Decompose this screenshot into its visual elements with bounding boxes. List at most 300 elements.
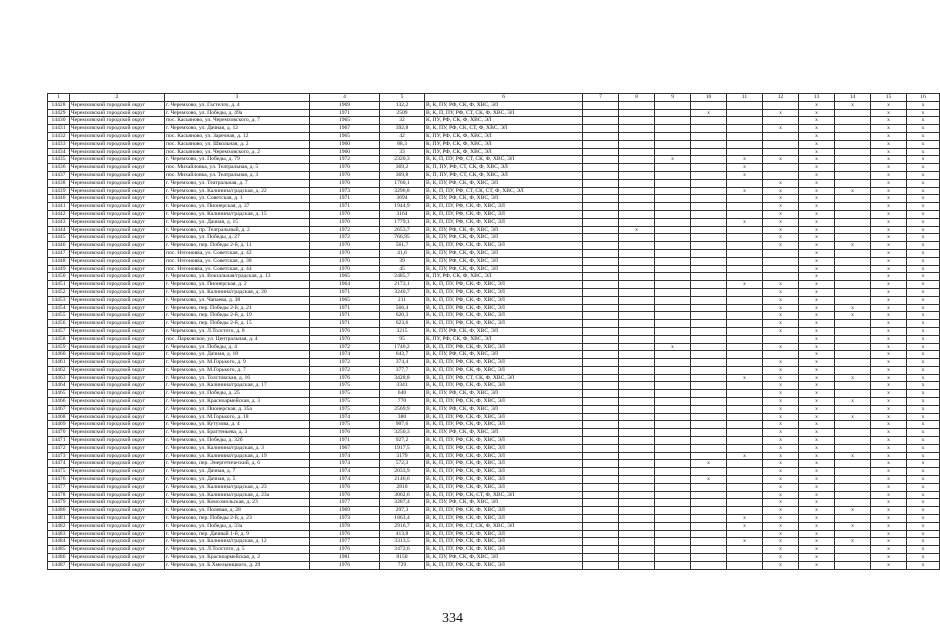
elements-cell: В, К, П, ПУ, РФ, СК, Ф, ХВС, ЭЛ [425, 398, 583, 406]
address-cell: пос. Парковское, ул. Центральная, д. 4 [165, 335, 310, 343]
mark-cell [619, 242, 655, 250]
mark-cell [691, 218, 727, 226]
mark-cell [835, 140, 871, 148]
year-cell: 1967 [310, 444, 380, 452]
mark-cell: х [907, 288, 940, 296]
row-id-cell: 14439 [48, 187, 70, 195]
mark-cell: х [799, 546, 835, 554]
district-cell: Черемховский городской округ [70, 343, 165, 351]
area-cell: 566,4 [380, 304, 425, 312]
mark-cell: х [871, 257, 907, 265]
elements-cell: В, К, П, ПУ, РФ, СТ, СК, Ф, ХВС, ЭЛ [425, 156, 583, 164]
area-cell: 623,6 [380, 320, 425, 328]
mark-cell: х [871, 156, 907, 164]
district-cell: Черемховский городской округ [70, 530, 165, 538]
mark-cell [655, 296, 691, 304]
mark-cell: х [871, 366, 907, 374]
mark-cell: х [907, 312, 940, 320]
mark-cell [727, 476, 763, 484]
mark-cell: х [799, 156, 835, 164]
table-row [48, 437, 940, 445]
elements-cell: В, К, П, ПУ, РФ, СК, Ф, ХВС, ЭЛ [425, 507, 583, 515]
mark-cell [583, 187, 619, 195]
mark-cell [835, 561, 871, 569]
table-row [48, 312, 940, 320]
mark-cell [691, 343, 727, 351]
mark-cell [583, 265, 619, 273]
address-cell: г. Черемхово, пер. Победы 2-й, д. 21 [165, 304, 310, 312]
mark-cell [835, 109, 871, 117]
mark-cell [763, 171, 799, 179]
address-cell: г. Черемхово, ул. Комсомольская, д. 23 [165, 499, 310, 507]
district-cell: Черемховский городской округ [70, 288, 165, 296]
mark-cell [835, 273, 871, 281]
row-id-cell: 14434 [48, 148, 70, 156]
elements-cell: В, К, П, ПУ, РФ, СК, Ф, ХВС, ЭЛ [425, 561, 583, 569]
mark-cell [619, 429, 655, 437]
mark-cell: х [907, 320, 940, 328]
mark-cell [763, 140, 799, 148]
area-cell: 3179 [380, 452, 425, 460]
district-cell: Черемховский городской округ [70, 327, 165, 335]
mark-cell [583, 452, 619, 460]
district-cell: Черемховский городской округ [70, 382, 165, 390]
mark-cell: х [799, 343, 835, 351]
mark-cell [583, 203, 619, 211]
mark-cell: х [763, 421, 799, 429]
row-id-cell: 14477 [48, 483, 70, 491]
table-row [48, 148, 940, 156]
mark-cell [619, 148, 655, 156]
mark-cell [655, 499, 691, 507]
address-cell: г. Черемхово, ул. Чапаева, д. 38 [165, 296, 310, 304]
mark-cell [835, 554, 871, 562]
mark-cell [619, 101, 655, 109]
mark-cell [727, 507, 763, 515]
district-cell: Черемховский городской округ [70, 390, 165, 398]
address-cell: г. Черемхово, ул. Победы, д. 27 [165, 234, 310, 242]
mark-cell: х [727, 218, 763, 226]
district-cell: Черемховский городской округ [70, 257, 165, 265]
mark-cell [619, 382, 655, 390]
mark-cell: х [691, 109, 727, 117]
row-id-cell: 14470 [48, 429, 70, 437]
mark-cell [619, 265, 655, 273]
mark-cell [727, 257, 763, 265]
mark-cell: х [871, 249, 907, 257]
mark-cell [619, 125, 655, 133]
mark-cell [691, 156, 727, 164]
elements-cell: В, К, ПУ, РФ, СК, Ф, ХВС, ЭЛ [425, 265, 583, 273]
mark-cell: х [871, 281, 907, 289]
mark-cell [727, 561, 763, 569]
elements-cell: В, К, П, ПУ, РФ, СК, Ф, ХВС, ЭЛ [425, 460, 583, 468]
row-id-cell: 14466 [48, 398, 70, 406]
mark-cell [691, 210, 727, 218]
address-cell: пос. Нэтоновка, ул. Советская, д. 38 [165, 257, 310, 265]
mark-cell: х [799, 265, 835, 273]
mark-cell: х [871, 452, 907, 460]
mark-cell [619, 366, 655, 374]
area-cell: 3215 [380, 327, 425, 335]
table-row [48, 210, 940, 218]
mark-cell: х [907, 296, 940, 304]
year-cell: 1974 [310, 460, 380, 468]
district-cell: Черемховский городской округ [70, 187, 165, 195]
mark-cell: х [835, 507, 871, 515]
mark-cell [655, 359, 691, 367]
mark-cell [655, 148, 691, 156]
elements-cell: В, К, ПУ, РФ, СК, Ф, ХВС, ЭЛ [425, 554, 583, 562]
year-cell: 1974 [310, 351, 380, 359]
row-id-cell: 14457 [48, 327, 70, 335]
mark-cell [583, 132, 619, 140]
mark-cell [619, 281, 655, 289]
mark-cell [691, 359, 727, 367]
district-cell: Черемховский городской округ [70, 249, 165, 257]
mark-cell: х [871, 226, 907, 234]
mark-cell: х [835, 522, 871, 530]
area-cell: 1760,1 [380, 179, 425, 187]
mark-cell [655, 312, 691, 320]
mark-cell [727, 366, 763, 374]
mark-cell: х [907, 343, 940, 351]
table-row [48, 421, 940, 429]
mark-cell: х [907, 195, 940, 203]
mark-cell [655, 273, 691, 281]
elements-cell: В, К, ПУ, РФ, СК, Ф, ХВС, ЭЛ [425, 390, 583, 398]
mark-cell [583, 343, 619, 351]
mark-cell: х [835, 304, 871, 312]
mark-cell: х [871, 421, 907, 429]
district-cell: Черемховский городской округ [70, 351, 165, 359]
mark-cell [655, 460, 691, 468]
elements-cell: В, К, ПУ, РФ, СК, Ф, ХВС, ЭЛ [425, 257, 583, 265]
mark-cell: х [799, 101, 835, 109]
mark-cell [835, 234, 871, 242]
mark-cell: х [799, 288, 835, 296]
address-cell: г. Черемхово, ул. Л.Толстого, д. 8 [165, 327, 310, 335]
mark-cell: х [799, 460, 835, 468]
mark-cell: х [907, 148, 940, 156]
mark-cell [727, 444, 763, 452]
mark-cell [691, 366, 727, 374]
mark-cell: х [799, 554, 835, 562]
mark-cell [655, 218, 691, 226]
mark-cell [691, 561, 727, 569]
mark-cell: х [871, 109, 907, 117]
area-cell: 32 [380, 117, 425, 125]
elements-cell: В, К, ПУ, РФ, СК, Ф, ХВС, ЭЛ [425, 499, 583, 507]
mark-cell [619, 554, 655, 562]
mark-cell [583, 476, 619, 484]
mark-cell: х [763, 203, 799, 211]
address-cell: г. Черемхово, ул. Калинина/градская, д. 17 [165, 382, 310, 390]
mark-cell [835, 515, 871, 523]
mark-cell: х [763, 413, 799, 421]
mark-cell [583, 413, 619, 421]
elements-cell: В, К, П, ПУ, РФ, СК, Ф, ХВС, ЭЛ [425, 444, 583, 452]
mark-cell [835, 382, 871, 390]
mark-cell [727, 312, 763, 320]
mark-cell [619, 530, 655, 538]
table-row [48, 554, 940, 562]
mark-cell [583, 288, 619, 296]
mark-cell: х [871, 164, 907, 172]
address-cell: пос. Касьяново, ул. Школьная, д. 2 [165, 140, 310, 148]
area-cell: 3296,8 [380, 187, 425, 195]
table-row [48, 249, 940, 257]
elements-cell: В, К, ПУ, РФ, СК, Ф, ХВС, ЭЛ [425, 429, 583, 437]
mark-cell [727, 101, 763, 109]
mark-cell [583, 554, 619, 562]
year-cell: 1967 [310, 125, 380, 133]
mark-cell: х [871, 234, 907, 242]
mark-cell [619, 249, 655, 257]
year-cell: 1975 [310, 421, 380, 429]
table-row [48, 460, 940, 468]
area-cell: 729 [380, 561, 425, 569]
row-id-cell: 14485 [48, 546, 70, 554]
mark-cell [583, 281, 619, 289]
address-cell: г. Черемхово, ул. Калинина/градская, д. 20 [165, 288, 310, 296]
address-cell: г. Черемхово, ул. Победы, д. 25 [165, 390, 310, 398]
mark-cell [727, 117, 763, 125]
mark-cell [727, 405, 763, 413]
district-cell: Черемховский городской округ [70, 491, 165, 499]
mark-cell [691, 507, 727, 515]
mark-cell [727, 429, 763, 437]
mark-cell [655, 530, 691, 538]
mark-cell [835, 265, 871, 273]
column-number-header: 2 [70, 94, 165, 102]
district-cell: Черемховский городской округ [70, 226, 165, 234]
mark-cell [583, 366, 619, 374]
address-cell: г. Черемхово, ул. Гастелло, д. 4 [165, 101, 310, 109]
mark-cell [691, 257, 727, 265]
mark-cell: х [799, 491, 835, 499]
year-cell: 1971 [310, 312, 380, 320]
district-cell: Черемховский городской округ [70, 507, 165, 515]
mark-cell [727, 351, 763, 359]
mark-cell: х [763, 312, 799, 320]
mark-cell [655, 468, 691, 476]
mark-cell [691, 398, 727, 406]
mark-cell: х [763, 109, 799, 117]
address-cell: г. Черемхово, ул. Калинина/градская, д. 19 [165, 452, 310, 460]
mark-cell: х [907, 304, 940, 312]
row-id-cell: 14468 [48, 413, 70, 421]
mark-cell [727, 249, 763, 257]
mark-cell [619, 405, 655, 413]
mark-cell [619, 187, 655, 195]
mark-cell: х [871, 210, 907, 218]
row-id-cell: 14483 [48, 530, 70, 538]
mark-cell [619, 234, 655, 242]
year-cell: 1978 [310, 522, 380, 530]
mark-cell [655, 125, 691, 133]
district-cell: Черемховский городской округ [70, 179, 165, 187]
mark-cell [583, 140, 619, 148]
elements-cell: В, К, П, ПУ, РФ, СК, Ф, ХВС, ЭЛ [425, 366, 583, 374]
area-cell: 369,2 [380, 164, 425, 172]
mark-cell [619, 164, 655, 172]
mark-cell: х [799, 226, 835, 234]
mark-cell [655, 554, 691, 562]
mark-cell: х [871, 429, 907, 437]
mark-cell [583, 374, 619, 382]
address-cell: г. Черемхово, ул. Пионерская, д. 2 [165, 281, 310, 289]
elements-cell: В, К, П, ПУ, РФ, СК, Ф, ХВС, ЭЛ [425, 437, 583, 445]
year-cell: 1973 [310, 187, 380, 195]
year-cell: 1970 [310, 179, 380, 187]
mark-cell: х [907, 179, 940, 187]
mark-cell [835, 351, 871, 359]
area-cell: 45 [380, 265, 425, 273]
mark-cell [583, 335, 619, 343]
mark-cell: х [763, 483, 799, 491]
row-id-cell: 14473 [48, 452, 70, 460]
year-cell: 1972 [310, 226, 380, 234]
district-cell: Черемховский городской округ [70, 359, 165, 367]
district-cell: Черемховский городской округ [70, 101, 165, 109]
row-id-cell: 14452 [48, 288, 70, 296]
address-cell: г. Черемхово, пер. Победы 2-й, д. 23 [165, 515, 310, 523]
area-cell: 380 [380, 413, 425, 421]
year-cell: 1965 [310, 117, 380, 125]
mark-cell: х [907, 483, 940, 491]
mark-cell: х [871, 343, 907, 351]
column-number-header: 8 [619, 94, 655, 102]
mark-cell: х [799, 366, 835, 374]
address-cell: г. Черемхово, ул. М.Горького, д. 9 [165, 359, 310, 367]
mark-cell [835, 156, 871, 164]
address-cell: г. Черемхово, ул. Калинина/градская, д. 23а [165, 491, 310, 499]
address-cell: г. Черемхово, ул. Вокзальная/градская, д. 13 [165, 273, 310, 281]
mark-cell [835, 483, 871, 491]
address-cell: г. Черемхово, ул. М.Горького, д. 18 [165, 413, 310, 421]
area-cell: 3287,4 [380, 499, 425, 507]
mark-cell [691, 171, 727, 179]
mark-cell: х [907, 359, 940, 367]
mark-cell: х [763, 546, 799, 554]
mark-cell: х [871, 538, 907, 546]
table-row [48, 109, 940, 117]
year-cell: 1976 [310, 327, 380, 335]
mark-cell [835, 499, 871, 507]
area-cell: 297,3 [380, 507, 425, 515]
mark-cell [835, 226, 871, 234]
year-cell: 1970 [310, 265, 380, 273]
mark-cell [691, 421, 727, 429]
page-number: 334 [442, 611, 463, 626]
area-cell: 2916,7 [380, 522, 425, 530]
mark-cell [727, 210, 763, 218]
mark-cell: х [871, 218, 907, 226]
mark-cell [583, 125, 619, 133]
table-row [48, 179, 940, 187]
mark-cell [763, 101, 799, 109]
mark-cell: х [871, 148, 907, 156]
mark-cell [835, 491, 871, 499]
district-cell: Черемховский городской округ [70, 554, 165, 562]
mark-cell [835, 296, 871, 304]
mark-cell [655, 483, 691, 491]
mark-cell: х [727, 515, 763, 523]
row-id-cell: 14455 [48, 312, 70, 320]
mark-cell: х [763, 218, 799, 226]
mark-cell [691, 249, 727, 257]
mark-cell: х [799, 242, 835, 250]
mark-cell [655, 164, 691, 172]
mark-cell: х [763, 281, 799, 289]
mark-cell [835, 171, 871, 179]
elements-cell: В, К, П, ПУ, РФ, СК, Ф, ХВС, ЭЛ [425, 468, 583, 476]
address-cell: г. Черемхово, ул. Брагтеньева, д. 3 [165, 429, 310, 437]
area-cell: 2509 [380, 109, 425, 117]
table-row [48, 273, 940, 281]
mark-cell: х [907, 561, 940, 569]
mark-cell: х [799, 561, 835, 569]
district-cell: Черемховский городской округ [70, 452, 165, 460]
mark-cell [655, 265, 691, 273]
table-row [48, 335, 940, 343]
table-row [48, 390, 940, 398]
area-cell: 640 [380, 390, 425, 398]
mark-cell [655, 140, 691, 148]
area-cell: 3240,7 [380, 288, 425, 296]
mark-cell: х [871, 444, 907, 452]
district-cell: Черемховский городской округ [70, 195, 165, 203]
mark-cell: х [727, 452, 763, 460]
row-id-cell: 14462 [48, 366, 70, 374]
mark-cell [835, 148, 871, 156]
mark-cell: х [727, 374, 763, 382]
area-cell: 2146,6 [380, 476, 425, 484]
mark-cell [655, 234, 691, 242]
mark-cell: х [871, 437, 907, 445]
mark-cell [835, 125, 871, 133]
mark-cell [835, 366, 871, 374]
mark-cell [655, 335, 691, 343]
mark-cell: х [871, 554, 907, 562]
mark-cell: х [763, 507, 799, 515]
mark-cell [727, 273, 763, 281]
mark-cell [835, 327, 871, 335]
table-row [48, 538, 940, 546]
mark-cell [727, 320, 763, 328]
mark-cell [727, 327, 763, 335]
mark-cell: х [799, 179, 835, 187]
mark-cell: х [799, 374, 835, 382]
mark-cell [835, 437, 871, 445]
table-row [48, 374, 940, 382]
row-id-cell: 14438 [48, 179, 70, 187]
column-number-header: 1 [48, 94, 70, 102]
mark-cell [583, 327, 619, 335]
mark-cell [583, 218, 619, 226]
year-cell: 1970 [310, 164, 380, 172]
row-id-cell: 14433 [48, 140, 70, 148]
elements-cell: В, К, П, ПУ, РФ, СК, Ф, ХВС, ЭЛ [425, 320, 583, 328]
mark-cell: х [907, 226, 940, 234]
mark-cell [727, 460, 763, 468]
year-cell: 1977 [310, 538, 380, 546]
mark-cell: х [727, 164, 763, 172]
mark-cell: х [799, 335, 835, 343]
year-cell: 1976 [310, 374, 380, 382]
district-cell: Черемховский городской округ [70, 437, 165, 445]
